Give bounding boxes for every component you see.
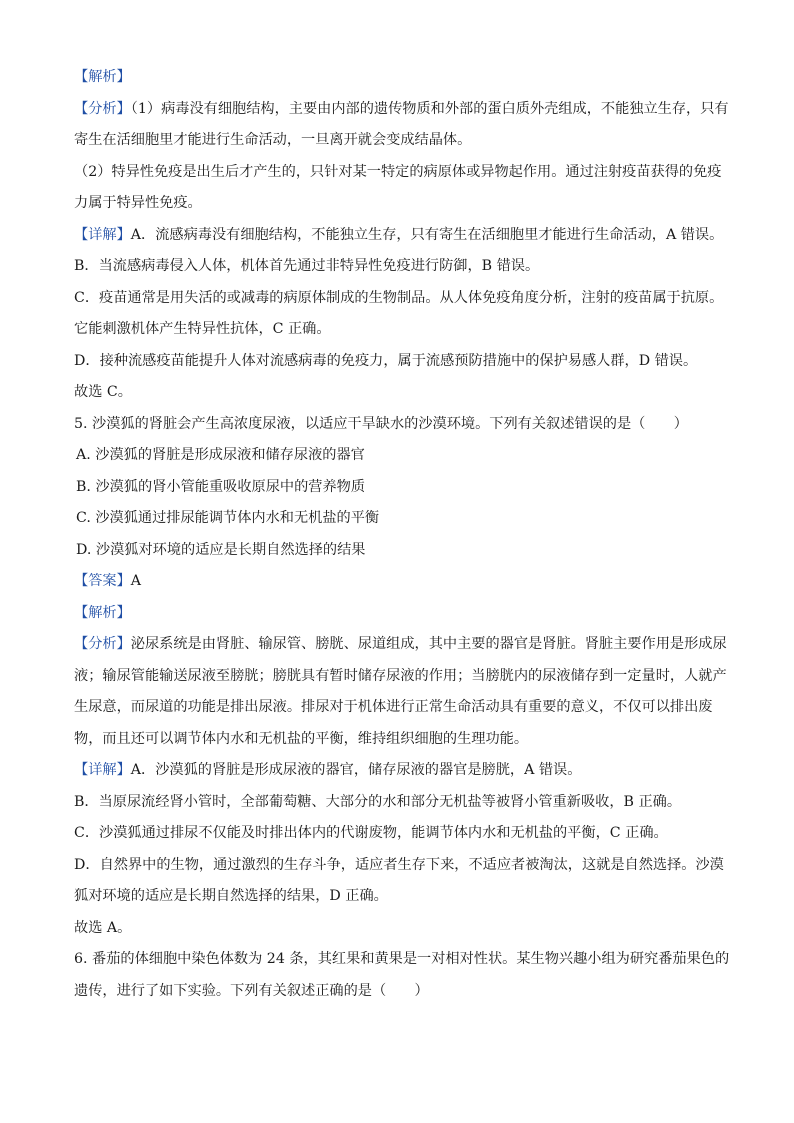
line-text: B．当原尿流经肾小管时，全部葡萄糖、大部分的水和部分无机盐等被肾小管重新吸收，B 正确。 — [74, 793, 682, 810]
text-line — [74, 188, 720, 220]
text-line — [74, 944, 730, 976]
line-text: 生尿意，而尿道的功能是排出尿液。排尿对于机体进行正常生命活动具有重要的意义，不仅可以排出废 — [74, 699, 713, 715]
text-line — [74, 251, 720, 283]
line-text: 寄生在活细胞里才能进行生命活动，一旦离开就会变成结晶体。 — [74, 132, 472, 148]
text-line — [74, 346, 720, 378]
text-line — [74, 787, 720, 819]
line-text: D．自然界中的生物，通过激烈的生存斗争，适应者生存下来，不适应者被淘汰，这就是自然选择。沙漠 — [74, 856, 724, 873]
text-line — [74, 598, 720, 630]
line-text: 狐对环境的适应是长期自然选择的结果，D 正确。 — [74, 888, 388, 904]
text-line — [74, 377, 720, 409]
line-text: D．接种流感疫苗能提升人体对流感病毒的免疫力，属于流感预防措施中的保护易感人群，D 错误。 — [74, 352, 698, 369]
text-line — [74, 157, 720, 189]
line-text: A．流感病毒没有细胞结构，不能独立生存，只有寄生在活细胞里才能进行生命活动，A 错误。 — [130, 226, 724, 243]
text-line — [74, 62, 720, 94]
text-line — [74, 409, 720, 441]
line-text: 故选 A。 — [74, 919, 132, 936]
text-line — [74, 724, 720, 756]
text-line — [74, 976, 720, 1008]
line-text: 它能刺激机体产生特异性抗体，C 正确。 — [74, 321, 331, 337]
line-text: （2）特异性免疫是出生后才产生的，只针对某一特定的病原体或异物起作用。通过注射疫苗获得的免疫 — [74, 163, 722, 180]
text-line — [74, 692, 720, 724]
line-text: （1）病毒没有细胞结构，主要由内部的遗传物质和外部的蛋白质外壳组成，不能独立生存，只有 — [130, 100, 729, 117]
answer-option-line — [74, 535, 720, 567]
text-line — [74, 661, 727, 693]
line-text: 故选 C。 — [74, 384, 132, 400]
section-tag: 【解析】 — [74, 604, 131, 621]
line-text: 物，而且还可以调节体内水和无机盐的平衡，维持组织细胞的生理功能。 — [74, 730, 529, 747]
text-line — [74, 850, 724, 882]
text-line — [74, 125, 720, 157]
line-text: D. 沙漠狐对环境的适应是长期自然选择的结果 — [76, 541, 366, 558]
text-line — [74, 314, 720, 346]
line-text: 5. 沙漠狐的肾脏会产生高浓度尿液，以适应干旱缺水的沙漠环境。下列有关叙述错误的是（ ） — [74, 415, 688, 432]
text-line — [74, 818, 720, 850]
answer-option-line — [74, 503, 720, 535]
section-tag: 【详解】 — [74, 226, 131, 243]
section-tag: 【解析】 — [74, 69, 131, 85]
line-text: 力属于特异性免疫。 — [74, 195, 202, 211]
line-text: 液；输尿管能输送尿液至膀胱；膀胱具有暂时储存尿液的作用；当膀胱内的尿液储存到一定量时，人就产 — [74, 667, 727, 684]
line-text: A．沙漠狐的肾脏是形成尿液的器官，储存尿液的器官是膀胱，A 错误。 — [130, 762, 582, 778]
text-line — [74, 881, 720, 913]
line-text: A. 沙漠狐的肾脏是形成尿液和储存尿液的器官 — [76, 447, 365, 463]
text-line — [74, 566, 720, 598]
text-line — [74, 629, 727, 661]
section-tag: 【详解】 — [74, 762, 131, 778]
text-line — [74, 913, 720, 945]
section-tag: 【分析】 — [74, 100, 131, 117]
line-text: B．当流感病毒侵入人体，机体首先通过非特异性免疫进行防御，B 错误。 — [74, 258, 540, 274]
line-text: 遗传，进行了如下实验。下列有关叙述正确的是（ ） — [74, 982, 429, 999]
text-line — [74, 283, 724, 315]
line-text: 泌尿系统是由肾脏、输尿管、膀胱、尿道组成，其中主要的器官是肾脏。肾脏主要作用是形成尿 — [130, 636, 727, 652]
text-line — [74, 94, 729, 126]
line-text: C. 沙漠狐通过排尿能调节体内水和无机盐的平衡 — [76, 510, 380, 526]
section-tag: 【答案】 — [74, 573, 131, 589]
answer-option-line — [74, 472, 720, 504]
text-line — [74, 755, 720, 787]
line-text: C．疫苗通常是用失活的或减毒的病原体制成的生物制品。从人体免疫角度分析，注射的疫苗属于抗原。 — [74, 289, 724, 306]
answer-option-line — [74, 440, 720, 472]
line-text: 6. 番茄的体细胞中染色体数为 24 条，其红果和黄果是一对相对性状。某生物兴趣小组为研究番茄果色的 — [74, 951, 730, 967]
line-text: A — [130, 573, 142, 589]
line-text: B. 沙漠狐的肾小管能重吸收原尿中的营养物质 — [76, 478, 366, 495]
text-line — [74, 220, 724, 252]
section-tag: 【分析】 — [74, 636, 131, 652]
line-text: C．沙漠狐通过排尿不仅能及时排出体内的代谢废物，能调节体内水和无机盐的平衡，C 正确。 — [74, 825, 668, 841]
